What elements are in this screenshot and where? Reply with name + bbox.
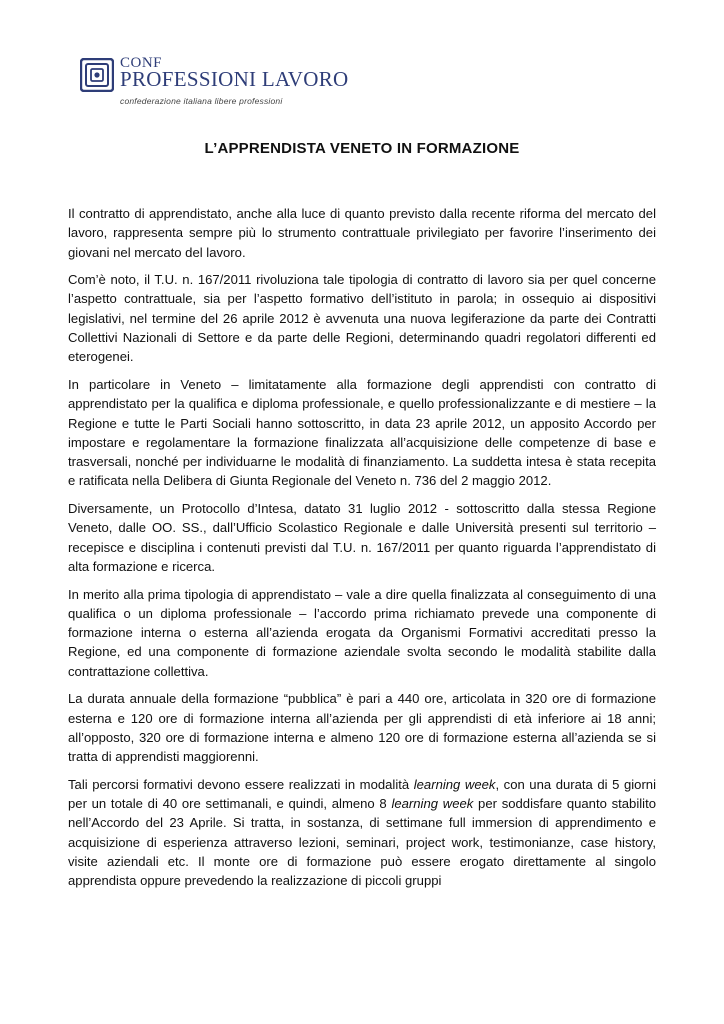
paragraph: In merito alla prima tipologia di apprendistato – vale a dire quella finalizzata al conseguimento di una qualifica o un diploma professionale – l’accordo prima richiamato prevede una componente di formazione interna o esterna all’azienda erogata da Organismi Formativi accreditati presso la Regione, ed una componente di formazione aziendale svolta secondo le modalità stabilite dalla contrattazione collettiva. (68, 586, 656, 679)
paragraph: Diversamente, un Protocollo d’Intesa, datato 31 luglio 2012 - sottoscritto dalla stessa Regione Veneto, dalle OO. SS., dall’Ufficio Scolastico Regionale e dalle Università presenti sul territorio – recepisce e disciplina i contenuti previsti dal T.U. n. 167/2011 per quanto riguarda l’apprendistato di alta formazione e ricerca. (68, 501, 656, 574)
paragraph: Il contratto di apprendistato, anche alla luce di quanto previsto dalla recente riforma del mercato del lavoro, rappresenta sempre più lo strumento contrattuale privilegiato per favorire l’inserimento dei giovani nel mercato del lavoro. (68, 206, 656, 260)
logo-line-1: CONF (120, 55, 163, 71)
logo-emblem-icon (80, 58, 114, 92)
logo-subtitle: confederazione italiana libere professioni (120, 96, 283, 106)
paragraph-text: Tali percorsi formativi devono essere realizzati in modalità (68, 776, 414, 792)
paragraph-last (68, 775, 656, 891)
logo-line-2: PROFESSIONI LAVORO (120, 67, 349, 91)
company-logo (80, 56, 350, 108)
paragraph: La durata annuale della formazione “pubblica” è pari a 440 ore, articolata in 320 ore di formazione esterna e 120 ore di formazione interna all’azienda per gli apprendisti di età inferiore ai 18 anni; all’opposto, 320 ore di formazione interna e almeno 120 ore di formazione esterna all’azienda se si tratta di apprendisti maggiorenni. (68, 691, 656, 765)
paragraph-text: , con una durata di 5 giorni per un totale di 40 ore settimanali, e quindi, almeno 8 (68, 776, 656, 812)
document-title: L’APPRENDISTA VENETO IN FORMAZIONE (204, 140, 520, 157)
document-body (68, 204, 656, 899)
paragraph-text: per soddisfare quanto stabilito nell’Accordo del 23 Aprile. Si tratta, in sostanza, di settimane full immersion di apprendimento e acquisizione di esperienza attraverso lezioni, seminari, project work, testimonianze, case history, visite aziendali etc. Il monte ore di formazione può essere erogato direttamente al singolo apprendista oppure prevedendo la realizzazione di piccoli gruppi (68, 796, 656, 889)
logo-wordmark (120, 56, 348, 90)
paragraph: In particolare in Veneto – limitatamente alla formazione degli apprendisti con contratto di apprendistato per la qualifica e diploma professionale, e quello professionalizzante e di mestiere – la Regione e tutte le Parti Sociali hanno sottoscritto, in data 23 aprile 2012, un apposito Accordo per impostare e regolamentare la formazione finalizzata all’acquisizione delle competenze di base e trasversali, nonché per individuarne le modalità di finanziamento. La suddetta intesa è stata recepita e ratificata nella Delibera di Giunta Regionale del Veneto n. 736 del 2 maggio 2012. (68, 376, 656, 489)
emphasis-learning-week: learning week (391, 796, 474, 812)
paragraph: Com’è noto, il T.U. n. 167/2011 rivoluziona tale tipologia di contratto di lavoro sia per quel concerne l’aspetto contrattuale, sia per l’aspetto formativo dell’istituto in parola; in ossequio ai dispositivi legislativi, nel termine del 26 aprile 2012 è avvenuta una nuova legiferazione da parte dei Contratti Collettivi Nazionali di Settore e da parte delle Regioni, determinando quadri regolatori differenti ed eterogenei. (68, 272, 656, 365)
emphasis-learning-week: learning week (413, 776, 496, 792)
